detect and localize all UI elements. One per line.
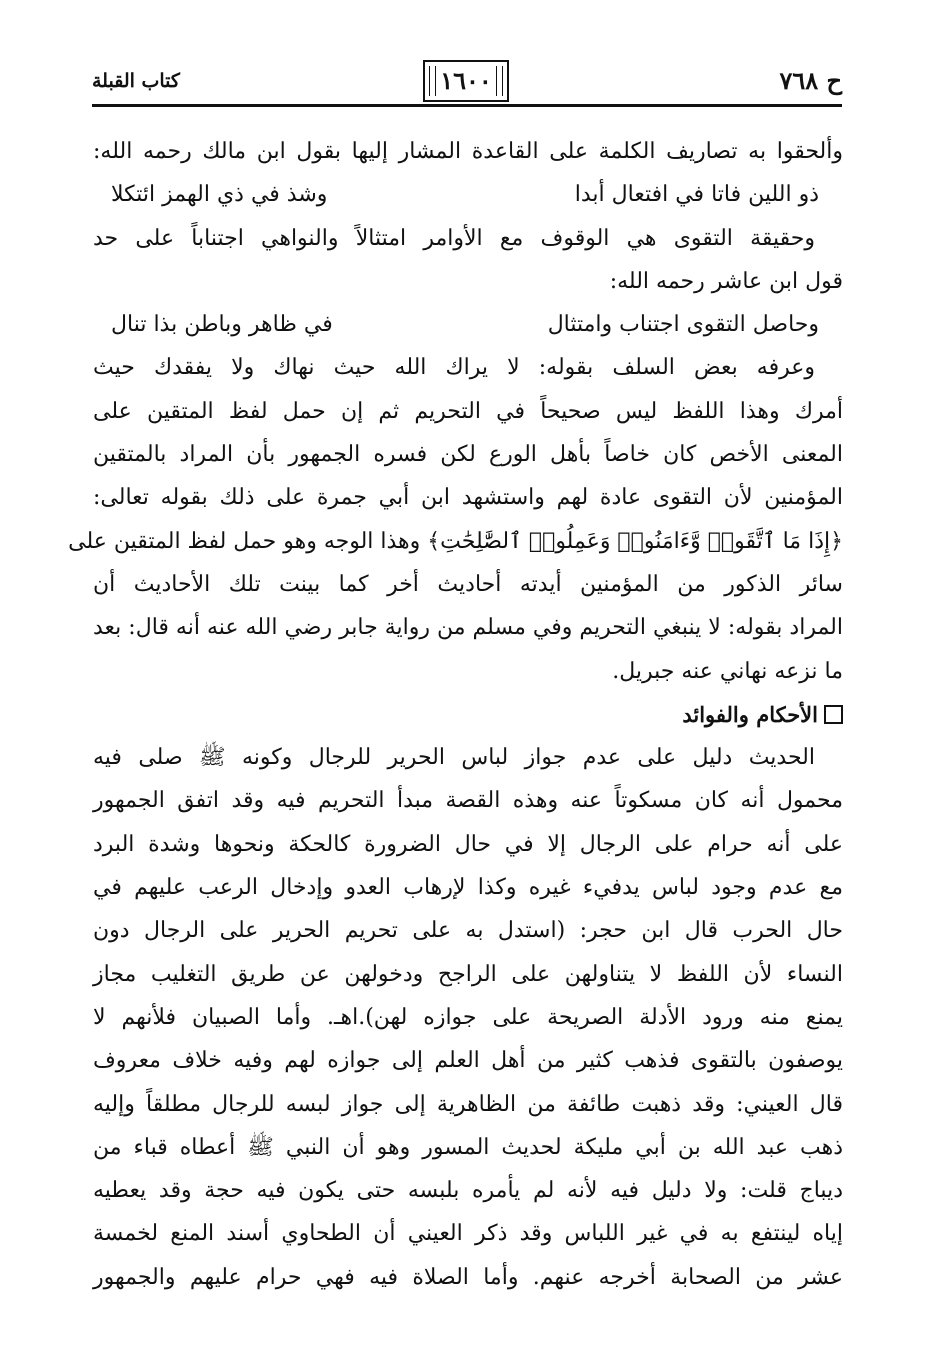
text-line: ما نزعه نهاني عنه جبريل. [612,658,843,684]
text-line: قول ابن عاشر رحمه الله: [609,268,843,294]
verse-second-hemistich: في ظاهر وباطن بذا تنال [111,312,333,338]
book-title: كتاب القبلة [92,70,180,92]
text-line: عشر من الصحابة أخرجه عنهم. وأما الصلاة فيه فهي حرام عليهم والجمهور [93,1264,843,1290]
section-heading-text: الأحكام والفوائد [682,701,818,727]
text-line: قال العيني: وقد ذهبت طائفة من الظاهرية إلى جواز لبسه للرجال مطلقاً وإليه [93,1091,843,1117]
text-line: المؤمنين لأن التقوى عادة لهم واستشهد ابن أبي جمرة على ذلك بقوله تعالى: [93,485,843,511]
text-line: أمرك وهذا اللفظ ليس صحيحاً في التحريم ثم إن حمل لفظ المتقين على [93,398,843,424]
text-line: المراد بقوله: لا ينبغي التحريم وفي مسلم من رواية جابر رضي الله عنه أنه قال: بعد [93,615,843,641]
verse-first-hemistich: ذو اللين فاتا في افتعال أبدا [574,182,819,208]
page-body [68,130,844,1299]
text-line: إياه لينتفع به في غير اللباس وقد ذكر العيني أن الطحاوي أسند المنع لخمسة [93,1221,843,1247]
checkbox-bullet-icon [824,705,843,724]
text-line: محمول أنه كان مسكوتاً عنه وهذه القصة مبدأ التحريم فيه وقد اتفق الجمهور [93,788,843,814]
poetry-verse [93,173,843,216]
poetry-verse [93,303,843,346]
hadith-reference: ح ٧٦٨ [779,66,842,95]
text-line: يوصفون بالتقوى فذهب كثير من أهل العلم إلى جوازه لهم وفيه خلاف معروف [93,1048,843,1074]
text-line: على أنه حرام على الرجال إلا في حال الضرورة كالحكة ونحوها وشدة البرد [93,831,843,857]
verse-first-hemistich: وحاصل التقوى اجتناب وامتثال [547,312,819,338]
quran-verse-line: ﴿إِذَا مَا ٱتَّقَوا۟ وَّءَامَنُوا۟ وَعَمِلُوا۟ ٱلصَّٰلِحَٰتِ﴾ وهذا الوجه وهو حمل لفظ المتقين على [68,528,843,554]
verse-second-hemistich: وشذ في ذي الهمز ائتكلا [111,182,328,208]
text-line: سائر الذكور من المؤمنين أيدته أحاديث أخر كما بينت تلك الأحاديث أن [93,571,843,597]
text-line: وحقيقة التقوى هي الوقوف مع الأوامر امتثالاً والنواهي اجتناباً على حد [93,225,815,251]
text-line: وألحقوا به تصاريف الكلمة على القاعدة المشار إليها بقول ابن مالك رحمه الله: [93,139,843,164]
text-line: ديباج قلت: ولا دليل فيه لأنه لم يأمره بلبسه حتى يكون فيه حجة وقد يعطيه [93,1178,843,1204]
section-heading [93,693,843,736]
text-line: وعرفه بعض السلف بقوله: لا يراك الله حيث نهاك ولا يفقدك حيث [93,355,815,381]
text-line: حال الحرب قال ابن حجر: (استدل به على تحريم الحرير على الرجال دون [93,918,843,944]
text-line: المعنى الأخص كان خاصاً بأهل الورع لكن فسره الجمهور بأن المراد بالمتقين [93,442,843,468]
header-rule [92,104,842,107]
text-line: مع عدم وجود لباس يدفيء غيره وكذا لإرهاب العدو وإدخال الرعب عليهم في [93,875,843,901]
text-line: يمنع منه ورود الأدلة الصريحة على جوازه لهن).اهـ. وأما الصبيان فلأنهم لا [93,1004,844,1030]
text-line: النساء لأن اللفظ لا يتناولهن على الراجح ودخولهن عن طريق التغليب مجاز [93,961,843,987]
text-line: ذهب عبد الله بن أبي مليكة لحديث المسور وهو أن النبي ﷺ أعطاه قباء من [93,1134,843,1160]
page-header [92,58,842,112]
page-number: ١٦٠٠ [423,60,509,102]
text-line: الحديث دليل على عدم جواز لباس الحرير للرجال وكونه ﷺ صلى فيه [93,745,815,771]
